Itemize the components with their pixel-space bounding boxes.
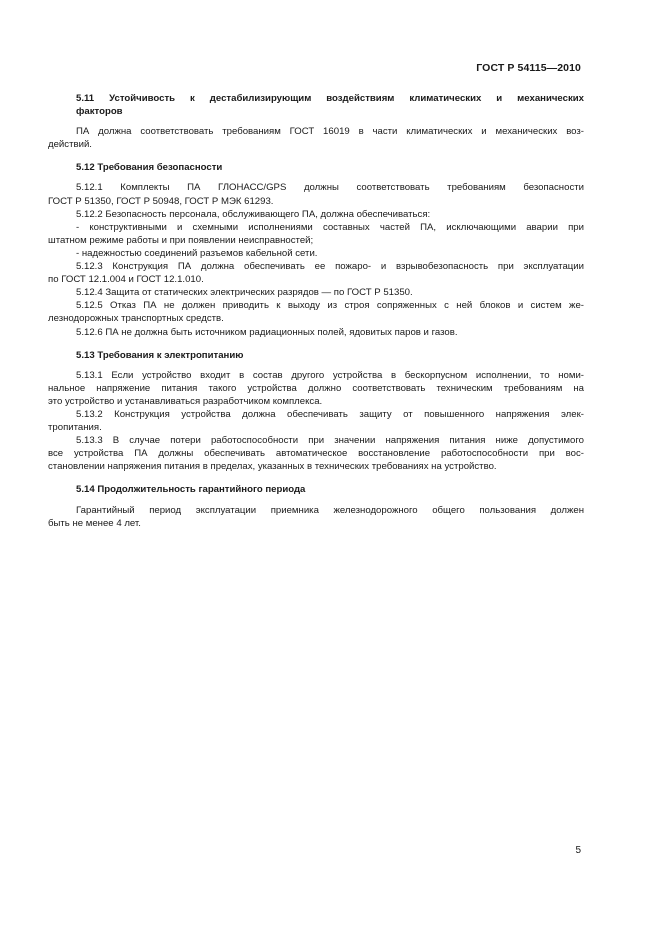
page-body [48,92,584,530]
clause-5-12-2-line-4: - надежностью соединений разъемов кабельной сети. [76,247,318,259]
clause-5-12-3-line-2: по ГОСТ 12.1.004 и ГОСТ 12.1.010. [48,274,204,286]
section-5-11-text-line-2: действий. [48,139,92,151]
section-5-12-title: 5.12 Требования безопасности [76,162,223,174]
document-code: ГОСТ Р 54115—2010 [476,62,581,74]
clause-5-12-4: 5.12.4 Защита от статических электрических разрядов — по ГОСТ Р 51350. [76,287,413,299]
clause-5-13-3-line-3: становлении напряжения питания в пределах, указанных в технических требованиях на устройство. [48,461,497,473]
section-5-14-text-line-1: Гарантийный период эксплуатации приемника железнодорожного общего пользования должен [76,504,584,516]
clause-5-12-2-line-1: 5.12.2 Безопасность персонала, обслуживающего ПА, должна обеспечиваться: [76,208,431,220]
clause-5-13-2-line-2: тропитания. [48,422,102,434]
clause-5-13-1-line-1: 5.13.1 Если устройство входит в состав другого устройства в бескорпусном исполнении, то номи- [76,369,584,381]
section-5-13-title: 5.13 Требования к электропитанию [76,349,244,361]
section-5-11-title-line-2: факторов [76,106,123,118]
clause-5-12-2-line-2: - конструктивными и схемными исполнениями составных частей ПА, исключающими аварии при [76,221,584,233]
clause-5-12-5-line-1: 5.12.5 Отказ ПА не должен приводить к выходу из строя сопряженных с ней блоков и систем же- [76,300,584,312]
clause-5-12-5-line-2: лезнодорожных транспортных средств. [48,313,224,325]
section-5-14-title: 5.14 Продолжительность гарантийного периода [76,484,306,496]
section-5-14-text-line-2: быть не менее 4 лет. [48,517,141,529]
clause-5-13-1-line-3: это устройство и устанавливаться разработчиком комплекса. [48,395,323,407]
clause-5-13-3-line-1: 5.13.3 В случае потери работоспособности при значении напряжения питания ниже допустимого [76,435,584,447]
clause-5-13-3-line-2: все устройства ПА должны обеспечивать автоматическое восстановление работоспособности при вос- [48,448,584,460]
clause-5-13-1-line-2: нальное напряжение питания такого устройства должно соответствовать техническим требованиям на [48,382,584,394]
section-5-11-title-line-1: 5.11 Устойчивость к дестабилизирующим воздействиям климатических и механических [76,93,584,104]
page-number: 5 [575,845,581,856]
clause-5-12-3-line-1: 5.12.3 Конструкция ПА должна обеспечивать ее пожаро- и взрывобезопасность при эксплуатации [76,261,584,273]
clause-5-12-1-line-2: ГОСТ Р 51350, ГОСТ Р 50948, ГОСТ Р МЭК 61293. [48,195,274,207]
section-5-11-text-line-1: ПА должна соответствовать требованиям ГОСТ 16019 в части климатических и механических воз- [76,126,584,138]
clause-5-13-2-line-1: 5.13.2 Конструкция устройства должна обеспечивать защиту от повышенного напряжения элек- [76,408,584,420]
clause-5-12-1-line-1: 5.12.1 Комплекты ПА ГЛОНАСС/GPS должны соответствовать требованиям безопасности [76,182,584,194]
clause-5-12-6: 5.12.6 ПА не должна быть источником радиационных полей, ядовитых паров и газов. [76,326,458,338]
clause-5-12-2-line-3: штатном режиме работы и при появлении неисправностей; [48,234,314,246]
